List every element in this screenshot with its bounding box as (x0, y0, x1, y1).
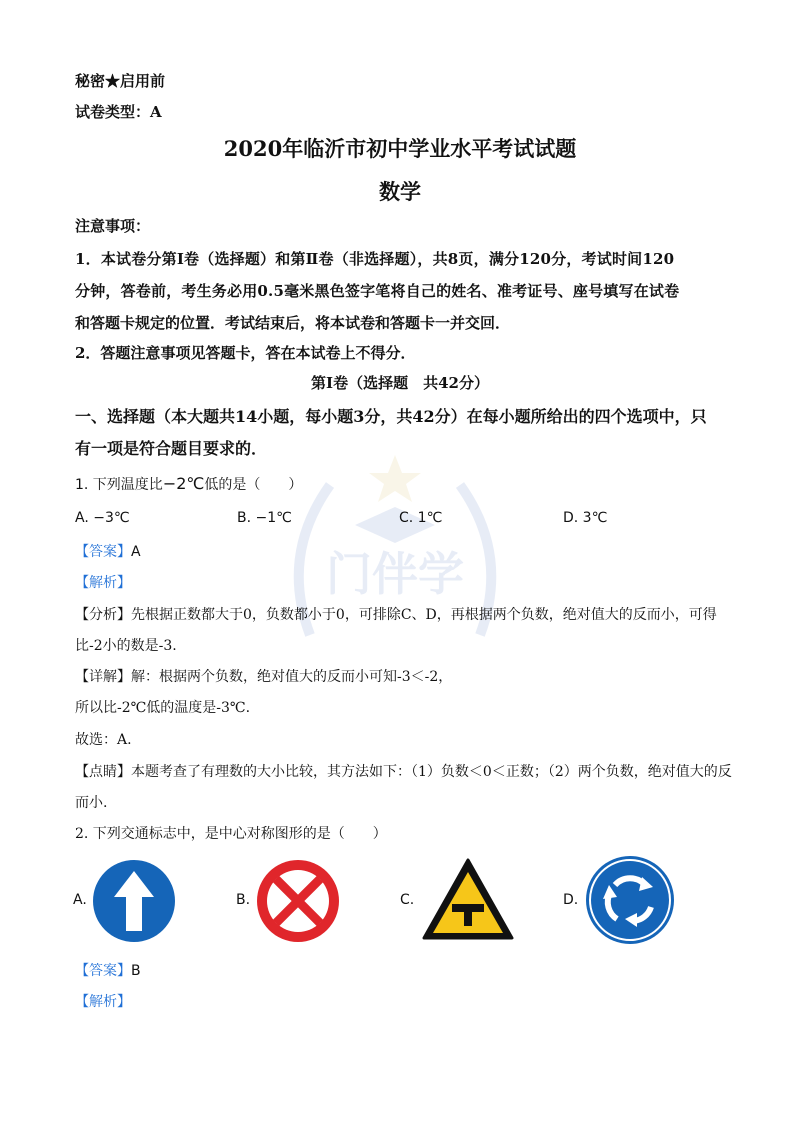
watermark-logo (270, 445, 520, 679)
fenxi-tag: 【分析】 (75, 607, 131, 623)
fenxi-text: 先根据正数都大于0，负数都小于0，可排除C、D，再根据两个负数，绝对值大的反而小，可得 (131, 607, 717, 623)
dianjing-text: 本题考查了有理数的大小比较，其方法如下：（1）负数＜0＜正数；（2）两个负数，绝对值大的反 (131, 764, 732, 780)
answer-value: B (131, 963, 141, 979)
svg-text:门伴学: 门伴学 (326, 547, 464, 601)
option-a-label: A. (73, 892, 87, 908)
analysis-line (75, 604, 717, 624)
answer-tag: 【答案】 (75, 963, 131, 979)
analysis-tag: 【解析】 (75, 994, 131, 1010)
up-arrow-sign-icon (92, 859, 176, 947)
detail-line (75, 666, 452, 686)
option-d: D. 3℃ (563, 510, 608, 526)
option-a: A. −3℃ (75, 510, 130, 526)
option-b: B. −1℃ (237, 510, 292, 526)
question-stem-value: −2℃ (162, 474, 205, 493)
xiangjie-text: 解：根据两个负数，绝对值大的反而小可知-3＜-2， (131, 669, 453, 685)
option-b-label: B. (236, 892, 251, 908)
question-stem (75, 474, 302, 494)
xiangjie-tag: 【详解】 (75, 669, 131, 685)
roundabout-sign-icon (585, 855, 675, 949)
answer-value: A (131, 544, 141, 560)
notice-line: 和答题卡规定的位置．考试结束后，将本试卷和答题卡一并交回． (75, 314, 511, 332)
comment-line (75, 761, 732, 781)
question-stem-pre: 1. 下列温度比 (75, 477, 163, 493)
option-d-label: D. (563, 892, 579, 908)
answer-tag: 【答案】 (75, 544, 131, 560)
t-junction-warning-sign-icon (421, 857, 515, 945)
section-intro: 一、选择题（本大题共14小题，每小题3分，共42分）在每小题所给出的四个选项中，只 (75, 407, 707, 426)
page-title: 2020年临沂市初中学业水平考试试题 (223, 136, 577, 161)
dianjing-tag: 【点睛】 (75, 764, 131, 780)
answer-line (75, 960, 141, 980)
answer-line (75, 541, 141, 561)
notice-line: 1．本试卷分第Ⅰ卷（选择题）和第Ⅱ卷（非选择题），共8页，满分120分，考试时间120 (75, 250, 675, 268)
notice-line: 分钟，答卷前，考生务必用0.5毫米黑色签字笔将自己的姓名、准考证号、座号填写在试卷 (75, 282, 680, 300)
detail-line: 所以比-2℃低的温度是-3℃. (75, 700, 251, 716)
analysis-tag: 【解析】 (75, 575, 131, 591)
analysis-line: 比-2小的数是-3. (75, 638, 177, 654)
choose-line: 故选：A. (75, 732, 132, 748)
question-stem-post: 低的是（ ） (204, 477, 303, 493)
option-c: C. 1℃ (399, 510, 443, 526)
paper-type: 试卷类型：A (75, 103, 162, 121)
question-stem: 2. 下列交通标志中，是中心对称图形的是（ ） (75, 826, 387, 842)
notice-line: 2．答题注意事项见答题卡，答在本试卷上不得分． (75, 344, 416, 362)
section-intro: 有一项是符合题目要求的． (75, 439, 268, 458)
section-title: 第Ⅰ卷（选择题 共42分） (311, 374, 489, 392)
option-c-label: C. (400, 892, 415, 908)
subject-title: 数学 (379, 179, 421, 204)
no-stopping-sign-icon (256, 859, 340, 947)
comment-line: 而小. (75, 795, 108, 811)
notice-heading: 注意事项： (75, 217, 151, 235)
secret-label: 秘密★启用前 (75, 72, 166, 90)
